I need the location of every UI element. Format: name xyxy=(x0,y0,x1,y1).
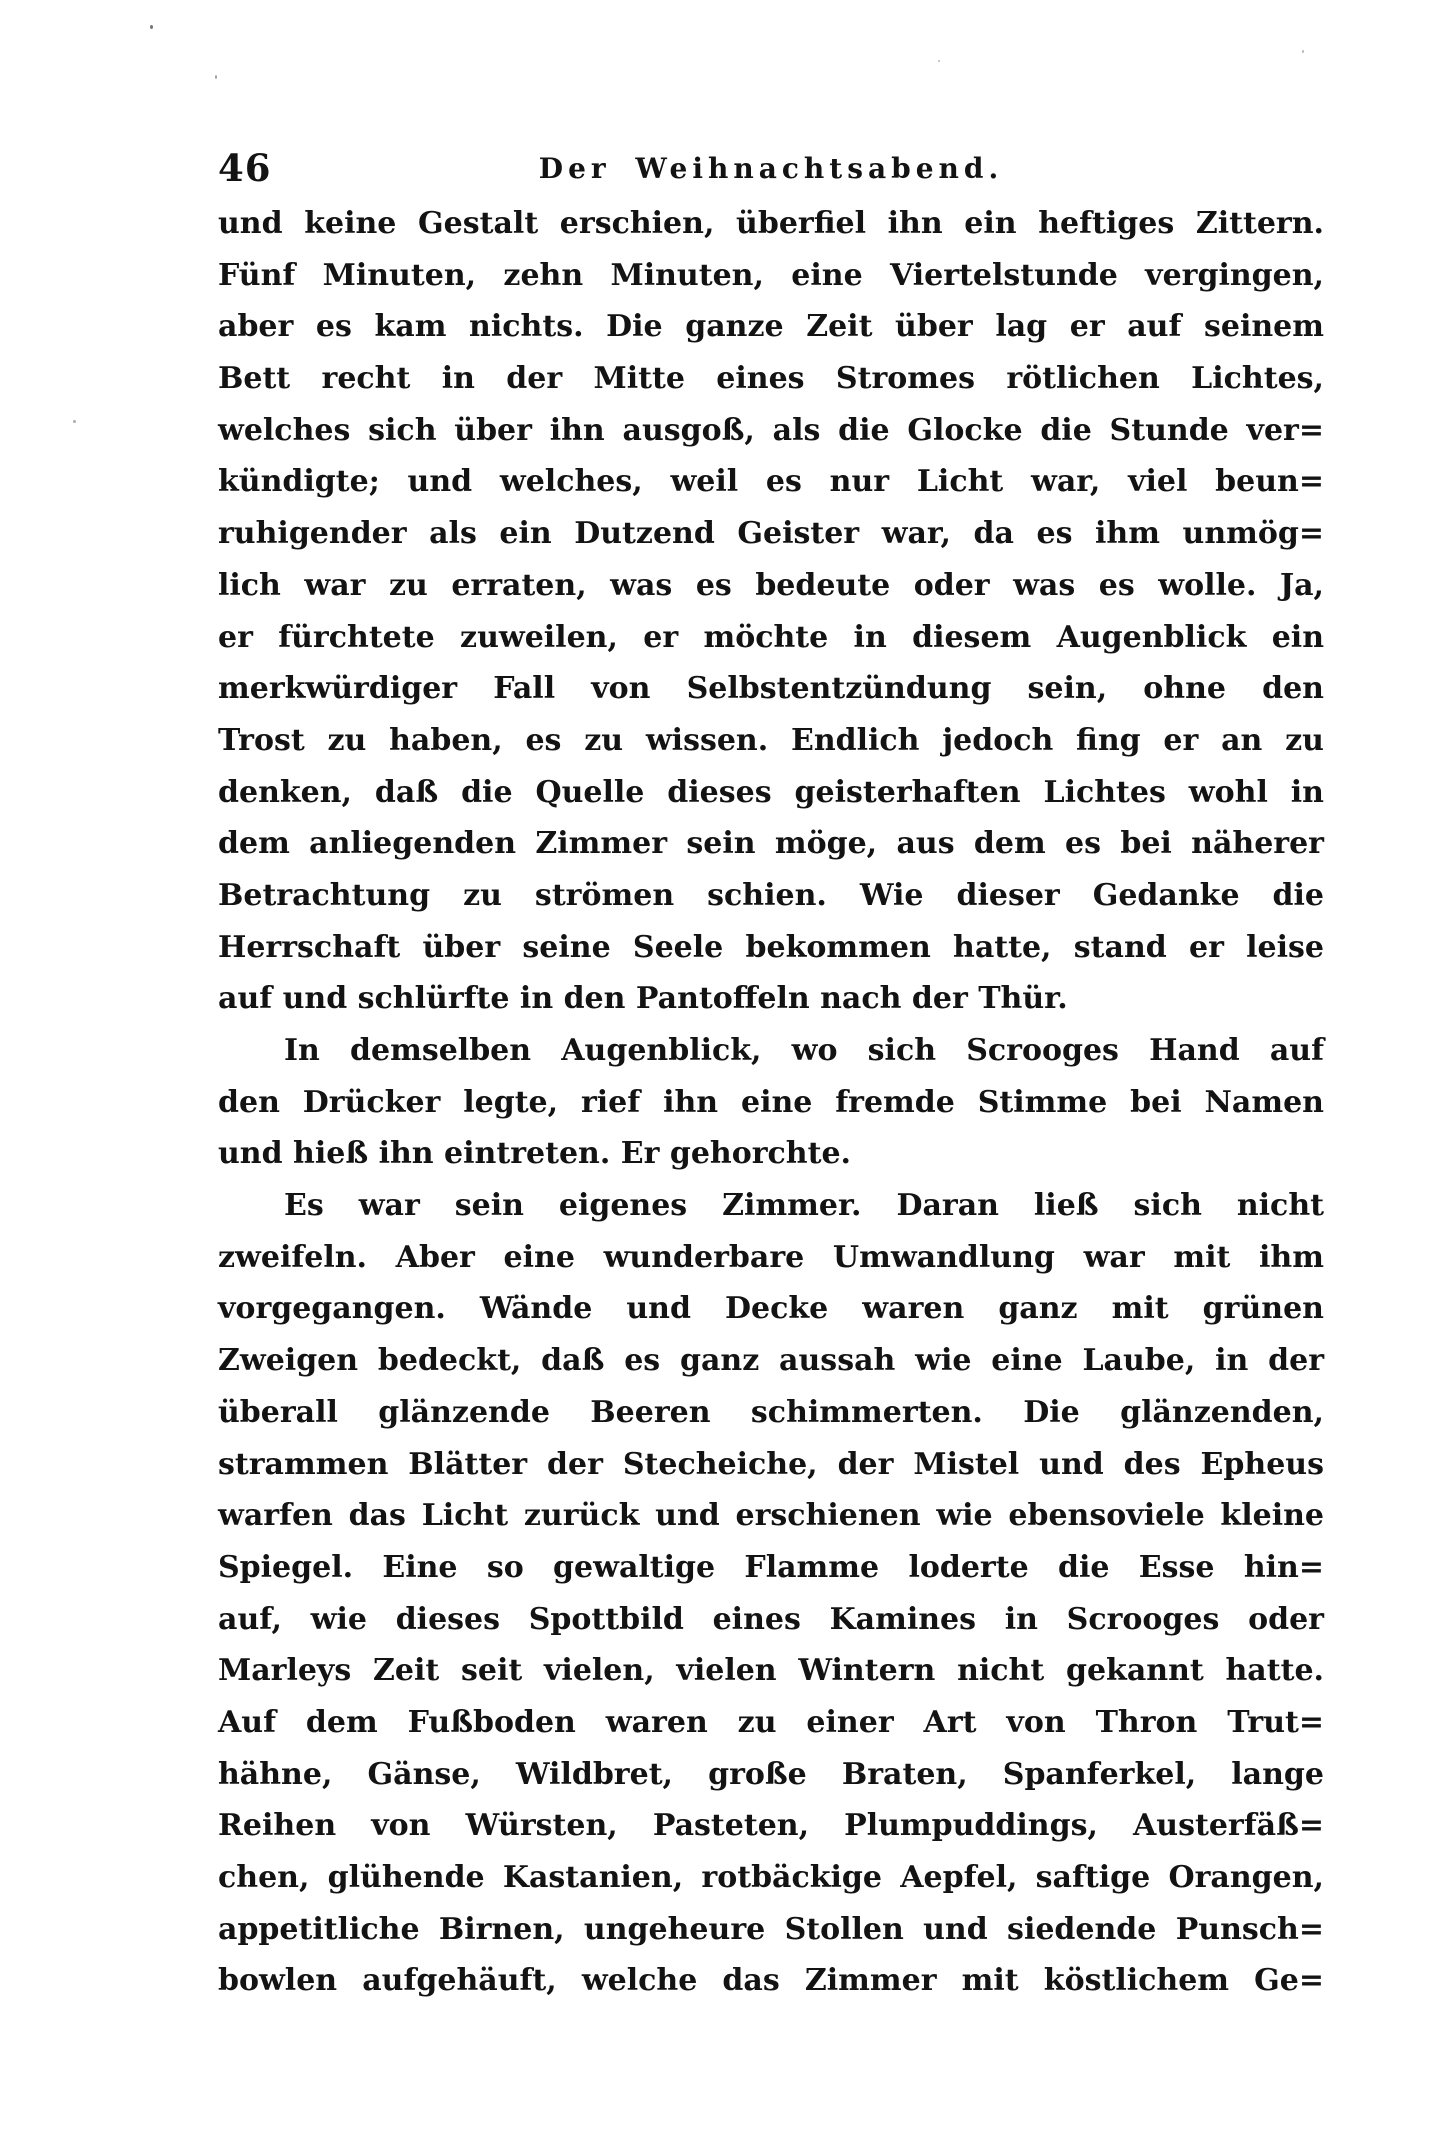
text-line: ruhigender als ein Dutzend Geister war, da es ihm unmög= xyxy=(218,516,1324,552)
text-line: Bett recht in der Mitte eines Stromes rötlichen Lichtes, xyxy=(218,361,1324,397)
text-line: merkwürdiger Fall von Selbstentzündung sein, ohne den xyxy=(218,671,1324,707)
text-line: lich war zu erraten, was es bedeute oder was es wolle. Ja, xyxy=(218,567,1324,603)
page-number: 46 xyxy=(218,146,272,190)
scan-speck xyxy=(215,75,217,79)
text-line: kündigte; und welches, weil es nur Licht war, viel beun= xyxy=(218,464,1324,500)
text-line: zweifeln. Aber eine wunderbare Umwandlung war mit ihm xyxy=(218,1239,1324,1275)
text-line: Reihen von Würsten, Pasteten, Plumpuddings, Austerfäß= xyxy=(218,1808,1324,1844)
text-line: hähne, Gänse, Wildbret, große Braten, Spanferkel, lange xyxy=(218,1756,1324,1792)
text-line: und hieß ihn eintreten. Er gehorchte. xyxy=(218,1136,852,1172)
text-line: dem anliegenden Zimmer sein möge, aus dem es bei näherer xyxy=(218,826,1324,862)
text-line: warfen das Licht zurück und erschienen wie ebensoviele kleine xyxy=(218,1498,1324,1534)
text-line: überall glänzende Beeren schimmerten. Die glänzenden, xyxy=(218,1394,1324,1430)
text-line: appetitliche Birnen, ungeheure Stollen und siedende Punsch= xyxy=(218,1911,1324,1947)
text-line: Marleys Zeit seit vielen, vielen Wintern nicht gekannt hatte. xyxy=(218,1653,1324,1689)
text-line: vorgegangen. Wände und Decke waren ganz mit grünen xyxy=(218,1291,1324,1327)
text-line: Betrachtung zu strömen schien. Wie dieser Gedanke die xyxy=(218,877,1324,913)
text-line: bowlen aufgehäuft, welche das Zimmer mit köstlichem Ge= xyxy=(218,1963,1324,1999)
text-line: Es war sein eigenes Zimmer. Daran ließ sich nicht xyxy=(284,1188,1324,1224)
text-line: Fünf Minuten, zehn Minuten, eine Viertelstunde vergingen, xyxy=(218,257,1324,293)
text-line: denken, daß die Quelle dieses geisterhaften Lichtes wohl in xyxy=(218,774,1324,810)
text-line: er fürchtete zuweilen, er möchte in diesem Augenblick ein xyxy=(218,619,1324,655)
text-line: Trost zu haben, es zu wissen. Endlich jedoch fing er an zu xyxy=(218,722,1324,758)
scan-speck xyxy=(1302,50,1304,53)
text-line: aber es kam nichts. Die ganze Zeit über lag er auf seinem xyxy=(218,309,1324,345)
text-line: auf, wie dieses Spottbild eines Kamines in Scrooges oder xyxy=(218,1601,1324,1637)
text-line: In demselben Augenblick, wo sich Scrooges Hand auf xyxy=(284,1033,1324,1068)
text-line: auf und schlürfte in den Pantoffeln nach der Thür. xyxy=(218,981,1068,1017)
body-text xyxy=(218,198,1324,2007)
scan-speck xyxy=(938,60,940,62)
text-line: Spiegel. Eine so gewaltige Flamme loderte die Esse hin= xyxy=(218,1549,1324,1585)
text-line: chen, glühende Kastanien, rotbäckige Aepfel, saftige Orangen, xyxy=(218,1860,1324,1895)
scan-speck xyxy=(150,25,153,29)
text-line: welches sich über ihn ausgoß, als die Glocke die Stunde ver= xyxy=(218,412,1324,448)
text-line: strammen Blätter der Stecheiche, der Mistel und des Epheus xyxy=(218,1446,1324,1482)
text-line: Zweigen bedeckt, daß es ganz aussah wie eine Laube, in der xyxy=(218,1343,1324,1379)
scan-speck xyxy=(73,420,76,423)
text-line: den Drücker legte, rief ihn eine fremde Stimme bei Namen xyxy=(218,1084,1324,1120)
running-title: Der Weihnachtsabend. xyxy=(538,152,1004,185)
text-line: und keine Gestalt erschien, überfiel ihn ein heftiges Zittern. xyxy=(218,206,1324,241)
text-line: Auf dem Fußboden waren zu einer Art von Thron Trut= xyxy=(218,1704,1324,1740)
text-line: Herrschaft über seine Seele bekommen hatte, stand er leise xyxy=(218,929,1324,965)
